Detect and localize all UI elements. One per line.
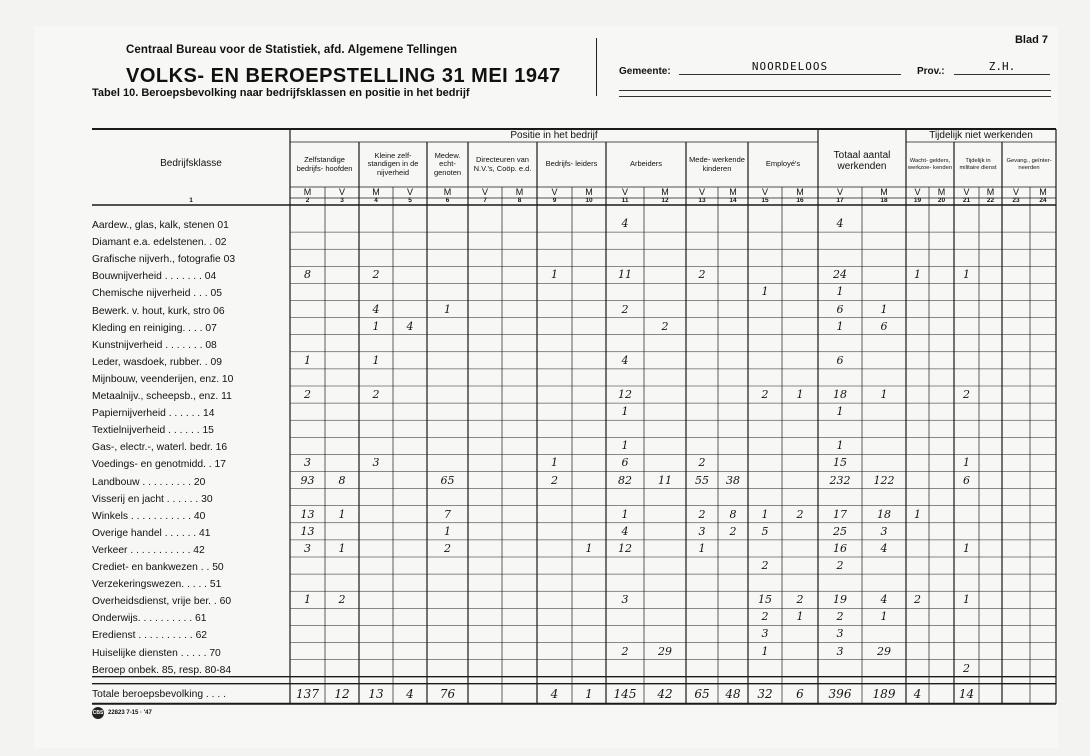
cell-value: 8 bbox=[338, 473, 346, 487]
row-label: Verzekeringswezen. . . . . 51 bbox=[92, 579, 222, 591]
cell-value: 6 bbox=[836, 353, 844, 367]
cell-value: 2 bbox=[761, 559, 769, 572]
column-number: 1 bbox=[189, 197, 193, 205]
form-title: VOLKS- EN BEROEPSTELLING 31 MEI 1947 bbox=[126, 65, 561, 87]
header-group: Mede- werkende kinderen bbox=[689, 155, 745, 173]
cell-value: 19 bbox=[833, 593, 847, 607]
cbs-logo: CBS bbox=[92, 707, 104, 719]
cell-value: 2 bbox=[836, 610, 844, 624]
column-number: 16 bbox=[796, 197, 804, 205]
row-label: Metaalnijv., scheepsb., enz. 11 bbox=[92, 391, 232, 402]
cell-value: 1 bbox=[880, 302, 888, 316]
cell-value: 1 bbox=[551, 268, 558, 282]
total-value: 1 bbox=[585, 686, 593, 701]
header-v: V bbox=[621, 187, 628, 198]
cell-value: 1 bbox=[761, 644, 769, 658]
row-label: Kleding en reiniging. . . . 07 bbox=[92, 322, 217, 334]
column-number: 4 bbox=[374, 197, 378, 205]
cell-value: 4 bbox=[836, 217, 844, 230]
total-value: 76 bbox=[439, 686, 456, 701]
cell-value: 3 bbox=[836, 627, 844, 641]
total-value: 48 bbox=[725, 686, 741, 701]
total-value: 4 bbox=[550, 686, 559, 701]
cell-value: 4 bbox=[621, 524, 629, 538]
cell-value: 1 bbox=[698, 541, 706, 555]
cell-value: 1 bbox=[372, 319, 380, 333]
cell-value: 1 bbox=[914, 268, 921, 282]
cell-value: 16 bbox=[833, 541, 847, 555]
column-number: 3 bbox=[340, 197, 344, 205]
header-m: M bbox=[986, 187, 995, 198]
cell-value: 65 bbox=[440, 473, 455, 487]
row-label: Overige handel . . . . . . 41 bbox=[92, 527, 211, 539]
cell-value: 3 bbox=[304, 541, 311, 555]
cell-value: 25 bbox=[833, 524, 847, 538]
organisation-name: Centraal Bureau voor de Statistiek, afd. Algemene Tellingen bbox=[126, 44, 458, 56]
column-number: 7 bbox=[483, 197, 487, 205]
row-label: Beroep onbek. 85, resp. 80-84 bbox=[92, 664, 232, 676]
row-label: Chemische nijverheid . . . 05 bbox=[92, 288, 222, 300]
column-number: 20 bbox=[937, 197, 946, 205]
header-v: V bbox=[698, 187, 705, 198]
header-v: V bbox=[963, 187, 970, 198]
cell-value: 8 bbox=[304, 268, 311, 282]
column-number: 18 bbox=[880, 197, 888, 205]
cell-value: 1 bbox=[585, 541, 593, 555]
header-group: Medew. echt- genoten bbox=[433, 150, 462, 177]
cell-value: 2 bbox=[551, 473, 558, 487]
cell-value: 2 bbox=[304, 388, 311, 401]
header-tijdelijk-group: Gevang., geïnter- neerden bbox=[1006, 158, 1052, 171]
cell-value: 29 bbox=[658, 644, 672, 658]
cell-value: 122 bbox=[873, 473, 895, 487]
cell-value: 6 bbox=[880, 319, 888, 333]
row-label: Grafische nijverh., fotografie 03 bbox=[92, 254, 236, 266]
header-group: Bedrijfs- leiders bbox=[545, 159, 598, 169]
cell-value: 2 bbox=[963, 388, 970, 401]
cell-value: 1 bbox=[963, 541, 970, 555]
cell-value: 3 bbox=[836, 644, 844, 658]
row-label: Onderwijs. . . . . . . . . . 61 bbox=[92, 613, 207, 625]
gemeente-value: NOORDELOOS bbox=[679, 60, 901, 75]
row-label: Bouwnijverheid . . . . . . . 04 bbox=[92, 271, 217, 283]
header-v: V bbox=[1012, 187, 1019, 198]
cell-value: 2 bbox=[836, 559, 844, 572]
cell-value: 29 bbox=[877, 644, 891, 658]
cell-value: 1 bbox=[444, 302, 451, 316]
total-value: 6 bbox=[796, 686, 804, 701]
column-number: 21 bbox=[962, 197, 971, 205]
cell-value: 1 bbox=[796, 388, 804, 401]
cell-value: 2 bbox=[621, 644, 629, 658]
column-number: 14 bbox=[729, 197, 737, 205]
row-label: Crediet- en bankwezen . . 50 bbox=[92, 562, 224, 573]
total-value: 396 bbox=[828, 686, 852, 701]
province-value: Z.H. bbox=[954, 60, 1050, 75]
cell-value: 3 bbox=[372, 456, 380, 470]
total-value: 137 bbox=[296, 686, 319, 701]
cell-value: 24 bbox=[833, 268, 847, 282]
header-v: V bbox=[761, 187, 768, 198]
gemeente-label: Gemeente: bbox=[619, 66, 671, 77]
header-totaal: Totaal aantal werkenden bbox=[833, 150, 891, 172]
cell-value: 2 bbox=[444, 541, 451, 555]
cell-value: 1 bbox=[963, 593, 970, 607]
header-group: Kleine zelf- standigen in de nijverheid bbox=[367, 150, 419, 177]
cell-value: 2 bbox=[698, 456, 706, 470]
cell-value: 15 bbox=[833, 456, 847, 470]
header-m: M bbox=[443, 187, 452, 198]
column-number: 24 bbox=[1039, 197, 1047, 205]
header-m: M bbox=[372, 187, 380, 198]
row-label: Kunstnijverheid . . . . . . . 08 bbox=[92, 339, 217, 351]
header-m: M bbox=[796, 187, 804, 198]
cell-value: 2 bbox=[796, 593, 804, 607]
cell-value: 232 bbox=[829, 473, 851, 487]
cell-value: 2 bbox=[796, 507, 804, 521]
header-m: M bbox=[303, 187, 312, 198]
total-value: 4 bbox=[913, 686, 922, 701]
cell-value: 2 bbox=[698, 268, 706, 282]
row-label: Eredienst . . . . . . . . . . 62 bbox=[92, 630, 208, 642]
row-label: Leder, wasdoek, rubber. . 09 bbox=[92, 356, 222, 368]
cell-value: 8 bbox=[729, 507, 737, 521]
cell-value: 2 bbox=[372, 268, 380, 282]
cell-value: 6 bbox=[836, 302, 844, 316]
cell-value: 1 bbox=[372, 353, 380, 367]
cell-value: 55 bbox=[695, 473, 709, 487]
total-value: 13 bbox=[368, 686, 384, 701]
row-label: Textielnijverheid . . . . . . 15 bbox=[92, 425, 214, 437]
cell-value: 4 bbox=[880, 541, 888, 555]
header-m: M bbox=[515, 187, 524, 198]
cell-value: 1 bbox=[963, 268, 970, 282]
total-value: 65 bbox=[694, 686, 710, 701]
header-tijdelijk: Tijdelijk niet werkenden bbox=[929, 130, 1033, 141]
column-number: 17 bbox=[836, 197, 844, 205]
cell-value: 1 bbox=[761, 507, 769, 521]
total-value: 4 bbox=[406, 686, 414, 701]
header-positie: Positie in het bedrijf bbox=[510, 130, 598, 141]
column-number: 15 bbox=[761, 197, 769, 205]
cell-value: 1 bbox=[880, 388, 888, 401]
header-m: M bbox=[937, 187, 946, 198]
header-m: M bbox=[661, 187, 669, 198]
cell-value: 2 bbox=[914, 593, 921, 607]
cell-value: 1 bbox=[836, 439, 844, 453]
cell-value: 1 bbox=[304, 353, 311, 367]
cell-value: 2 bbox=[729, 524, 737, 538]
column-number: 22 bbox=[986, 197, 995, 205]
cell-value: 1 bbox=[963, 456, 970, 470]
column-number: 6 bbox=[445, 197, 450, 205]
cell-value: 2 bbox=[372, 388, 380, 401]
header-group: Zelfstandige bedrijfs- hoofden bbox=[296, 155, 353, 173]
cell-value: 3 bbox=[880, 524, 888, 538]
cell-value: 1 bbox=[621, 439, 629, 453]
cell-value: 3 bbox=[698, 524, 706, 538]
cell-value: 1 bbox=[836, 285, 844, 299]
header-group: Employé's bbox=[765, 159, 801, 169]
column-number: 12 bbox=[661, 197, 669, 205]
cell-value: 6 bbox=[621, 456, 629, 470]
header-v: V bbox=[836, 187, 843, 198]
total-value: 189 bbox=[872, 686, 896, 701]
header-v: V bbox=[406, 187, 413, 198]
header-v: V bbox=[914, 187, 921, 198]
cell-value: 13 bbox=[300, 524, 315, 538]
row-label: Bewerk. v. hout, kurk, stro 06 bbox=[92, 305, 225, 317]
header-m: M bbox=[1039, 187, 1047, 198]
row-label: Verkeer . . . . . . . . . . . 42 bbox=[92, 544, 205, 556]
cell-value: 11 bbox=[658, 473, 672, 487]
province-label: Prov.: bbox=[917, 66, 945, 77]
cell-value: 12 bbox=[618, 541, 632, 555]
cell-value: 2 bbox=[761, 610, 769, 624]
cell-value: 18 bbox=[877, 507, 891, 521]
cell-value: 3 bbox=[761, 627, 769, 641]
cell-value: 3 bbox=[304, 456, 311, 470]
cell-value: 82 bbox=[618, 473, 632, 487]
column-number: 9 bbox=[552, 197, 557, 205]
header-tijdelijk-group: Wacht- gelders, werkzoe- kenden bbox=[907, 158, 953, 171]
column-number: 23 bbox=[1012, 197, 1020, 205]
form-footer bbox=[92, 707, 152, 719]
cell-value: 1 bbox=[796, 610, 804, 624]
cell-value: 4 bbox=[372, 302, 380, 316]
column-number: 11 bbox=[621, 197, 629, 205]
cell-value: 1 bbox=[551, 456, 558, 470]
sheet-number: Blad 7 bbox=[1014, 34, 1048, 46]
cell-value: 1 bbox=[914, 507, 921, 521]
cell-value: 5 bbox=[761, 524, 769, 538]
cell-value: 38 bbox=[726, 473, 740, 487]
cell-value: 11 bbox=[618, 268, 632, 282]
cell-value: 4 bbox=[621, 217, 629, 230]
cell-value: 4 bbox=[406, 319, 414, 333]
column-number: 10 bbox=[585, 197, 593, 205]
total-row-label: Totale beroepsbevolking . . . . bbox=[92, 688, 226, 700]
header-m: M bbox=[729, 187, 737, 198]
row-label: Aardew., glas, kalk, stenen 01 bbox=[92, 220, 229, 231]
cell-value: 1 bbox=[621, 507, 629, 521]
header-v: V bbox=[551, 187, 558, 198]
column-number: 2 bbox=[305, 197, 310, 205]
cell-value: 93 bbox=[300, 473, 315, 487]
cell-value: 1 bbox=[338, 541, 346, 555]
row-label: Papiernijverheid . . . . . . 14 bbox=[92, 408, 215, 420]
cell-value: 2 bbox=[698, 507, 706, 521]
print-code: 22823 7-15 · '47 bbox=[108, 710, 152, 716]
header-group: Directeuren van N.V.'s, Coöp. e.d. bbox=[473, 155, 532, 173]
cell-value: 1 bbox=[836, 319, 844, 333]
cell-value: 12 bbox=[618, 388, 632, 401]
header-m: M bbox=[880, 187, 888, 198]
total-value: 12 bbox=[334, 686, 350, 701]
column-number: 13 bbox=[698, 197, 706, 205]
cell-value: 2 bbox=[963, 661, 970, 675]
cell-value: 1 bbox=[444, 524, 451, 538]
row-label: Landbouw . . . . . . . . . 20 bbox=[92, 476, 206, 488]
cell-value: 2 bbox=[621, 302, 629, 316]
row-label: Voedings- en genotmidd. . 17 bbox=[92, 459, 226, 471]
row-label: Visserij en jacht . . . . . . 30 bbox=[92, 493, 213, 505]
cell-value: 2 bbox=[338, 593, 346, 607]
total-value: 145 bbox=[613, 686, 637, 701]
row-label: Diamant e.a. edelstenen. . 02 bbox=[92, 237, 227, 249]
cell-value: 1 bbox=[338, 507, 346, 521]
total-value: 14 bbox=[958, 686, 975, 701]
column-number: 5 bbox=[408, 197, 412, 205]
header-v: V bbox=[481, 187, 488, 198]
cell-value: 1 bbox=[880, 610, 888, 624]
row-label: Gas-, electr.-, waterl. bedr. 16 bbox=[92, 442, 228, 454]
row-label: Winkels . . . . . . . . . . . 40 bbox=[92, 510, 206, 522]
cell-value: 3 bbox=[621, 593, 629, 607]
header-tijdelijk-group: Tijdelijk in militaire dienst bbox=[959, 158, 997, 171]
row-label: Huiselijke diensten . . . . . 70 bbox=[92, 647, 221, 659]
row-label: Mijnbouw, veenderijen, enz. 10 bbox=[92, 373, 234, 385]
cell-value: 1 bbox=[304, 593, 311, 607]
header-group: Arbeiders bbox=[629, 159, 663, 169]
cell-value: 17 bbox=[833, 507, 847, 521]
cell-value: 18 bbox=[833, 388, 847, 401]
total-value: 42 bbox=[657, 686, 673, 701]
cell-value: 1 bbox=[836, 405, 844, 419]
cell-value: 1 bbox=[621, 405, 629, 419]
cell-value: 6 bbox=[963, 473, 970, 487]
header-v: V bbox=[338, 187, 345, 198]
table-title: Tabel 10. Beroepsbevolking naar bedrijfsklassen en positie in het bedrijf bbox=[92, 87, 470, 99]
header-bedrijfsklasse: Bedrijfsklasse bbox=[160, 158, 222, 169]
cell-value: 2 bbox=[761, 388, 769, 401]
cell-value: 4 bbox=[880, 593, 888, 607]
cell-value: 13 bbox=[300, 507, 315, 521]
header-m: M bbox=[585, 187, 593, 198]
column-number: 8 bbox=[517, 197, 522, 205]
cell-value: 7 bbox=[444, 507, 451, 521]
cell-value: 1 bbox=[761, 285, 769, 299]
row-label: Overheidsdienst, vrije ber. . 60 bbox=[92, 596, 232, 608]
cell-value: 4 bbox=[621, 353, 629, 367]
cell-value: 2 bbox=[661, 319, 669, 333]
cell-value: 15 bbox=[758, 593, 772, 607]
total-value: 32 bbox=[757, 686, 773, 701]
column-number: 19 bbox=[913, 197, 922, 205]
